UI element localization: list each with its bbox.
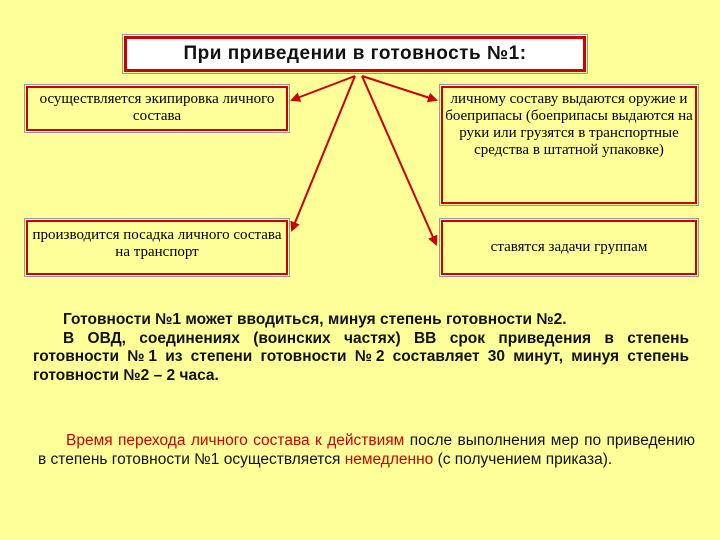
transition-paragraph [38, 432, 695, 469]
box-bottom-right [441, 220, 697, 275]
arrow-to-bottom-right [362, 76, 436, 244]
transition-text: после выполнения мер по приведению в степень готовности №1 осуществляется [38, 432, 695, 468]
readiness-line-1: Готовности №1 может вводиться, минуя степень готовности №2. [63, 311, 567, 328]
box-top-left-text: осуществляется экипировка личного состава [39, 91, 275, 124]
box-top-left [26, 86, 288, 131]
box-top-right [441, 86, 697, 204]
arrow-to-bottom-left [292, 76, 355, 230]
diagram-title: При приведении в готовность №1: [183, 43, 527, 64]
arrow-to-top-left [292, 76, 355, 100]
transition-red-text-2: немедленно [344, 450, 434, 468]
readiness-paragraph [33, 311, 689, 385]
box-bottom-left [26, 220, 288, 275]
transition-end-text: (с получением приказа). [433, 450, 613, 468]
box-bottom-right-text: ставятся задачи группам [490, 239, 648, 255]
transition-red-text: Время перехода личного состава к действиям [66, 432, 405, 449]
readiness-line-2: В ОВД, соединениях (воинских частях) ВВ срок приведения в степень готовности №1 из степени готовности №2 составляет 30 минут, минуя степень готовности №2 – 2 часа. [33, 329, 689, 384]
arrow-to-top-right [362, 76, 436, 100]
box-bottom-left-text: производится посадка личного состава на транспорт [32, 227, 282, 260]
box-top-right-text: личному составу выдаются оружие и боеприпасы (боеприпасы выдаются на руки или грузятся в транспортные средства в штатной упаковке) [445, 91, 693, 158]
